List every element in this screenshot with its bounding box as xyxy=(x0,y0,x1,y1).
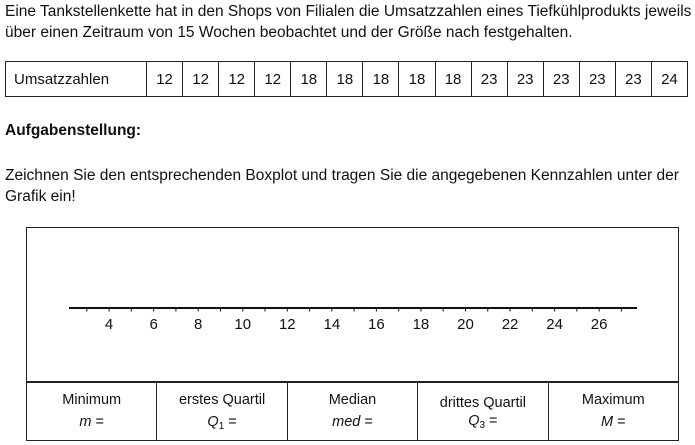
task-title: Aufgabenstellung: xyxy=(5,122,142,139)
axis-tick-label: 12 xyxy=(278,316,296,333)
q3-subscript: 3 xyxy=(479,420,486,431)
axis-tick-label: 20 xyxy=(457,316,474,333)
table-header: Umsatzzahlen xyxy=(6,62,147,97)
minimum-cell[interactable] xyxy=(27,383,157,441)
intro-text: Eine Tankstellenkette hat in den Shops von Filialen die Umsatzzahlen eines Tiefkühlprodukts jeweils über einen Zeitraum von 15 Wochen beobachtet und der Größe nach festgehalten. xyxy=(5,3,692,41)
first-quartile-cell[interactable] xyxy=(157,383,287,441)
axis-tick-label: 22 xyxy=(501,316,519,333)
axis-tick-label: 18 xyxy=(412,316,430,333)
axis-tick-label: 26 xyxy=(590,316,608,333)
table-cell: 18 xyxy=(327,62,363,97)
minimum-label: Minimum xyxy=(62,392,122,408)
median-symbol: med xyxy=(332,414,361,430)
q1-equals: = xyxy=(224,414,237,430)
kennzahlen-table xyxy=(26,382,679,441)
axis-tick-label: 4 xyxy=(104,316,114,333)
sales-table xyxy=(5,61,688,97)
maximum-label: Maximum xyxy=(581,392,645,408)
boxplot-area xyxy=(26,227,679,382)
table-cell: 12 xyxy=(219,62,255,97)
table-cell: 18 xyxy=(363,62,399,97)
table-cell: 18 xyxy=(435,62,471,97)
task-text: Zeichnen Sie den entsprechenden Boxplot und tragen Sie die angegebenen Kennzahlen unter der Grafik ein! xyxy=(5,167,679,205)
number-axis xyxy=(27,228,678,381)
q1-symbol: Q xyxy=(207,414,219,430)
table-cell: 23 xyxy=(507,62,543,97)
table-row xyxy=(6,62,688,97)
q3-symbol: Q xyxy=(468,413,480,429)
minimum-equals: = xyxy=(91,414,104,430)
axis-tick-label: 10 xyxy=(234,316,252,333)
table-cell: 18 xyxy=(291,62,327,97)
table-cell: 24 xyxy=(651,62,687,97)
first-quartile-label: erstes Quartil xyxy=(178,392,266,408)
axis-tick-label: 16 xyxy=(368,316,385,333)
table-cell: 12 xyxy=(147,62,183,97)
table-cell: 23 xyxy=(543,62,579,97)
axis-tick-label: 14 xyxy=(323,316,341,333)
axis-tick-label: 24 xyxy=(546,316,563,333)
axis-tick-label: 8 xyxy=(194,316,203,333)
table-cell: 23 xyxy=(471,62,507,97)
median-equals: = xyxy=(360,414,373,430)
minimum-symbol: m xyxy=(79,414,92,430)
table-cell: 23 xyxy=(579,62,615,97)
median-cell[interactable] xyxy=(287,383,417,441)
maximum-equals: = xyxy=(613,414,626,430)
q3-equals: = xyxy=(485,413,498,429)
table-cell: 23 xyxy=(615,62,651,97)
axis-tick-label: 6 xyxy=(149,316,158,333)
table-row xyxy=(27,383,679,441)
maximum-cell[interactable] xyxy=(548,383,678,441)
third-quartile-label: drittes Quartil xyxy=(439,395,526,411)
third-quartile-cell[interactable] xyxy=(418,383,548,441)
median-label: Median xyxy=(328,392,377,408)
table-cell: 18 xyxy=(399,62,435,97)
table-cell: 12 xyxy=(255,62,291,97)
maximum-symbol: M xyxy=(600,414,614,430)
q1-subscript: 1 xyxy=(218,421,225,432)
table-cell: 12 xyxy=(183,62,219,97)
